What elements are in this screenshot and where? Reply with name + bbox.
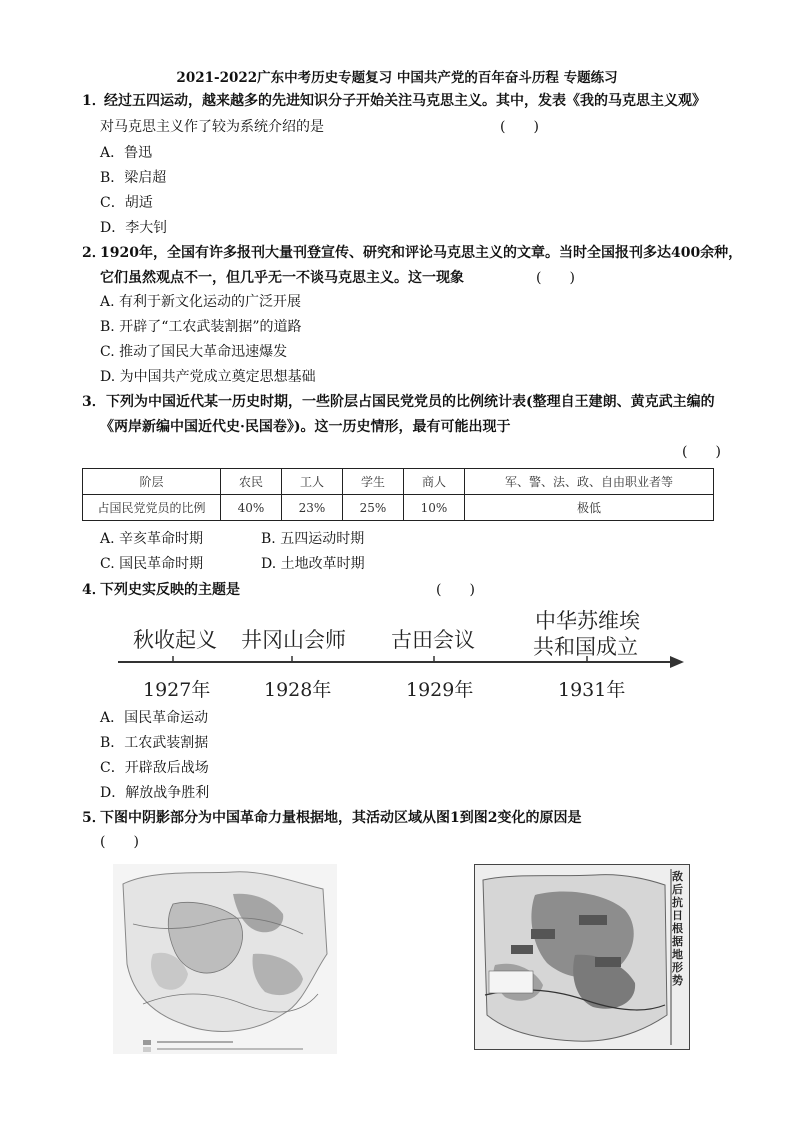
table-header-cell: 工人 xyxy=(282,469,343,495)
table-header-cell: 学生 xyxy=(343,469,404,495)
question-number: 4． xyxy=(82,582,106,598)
table-header-cell: 军、警、法、政、自由职业者等 xyxy=(465,469,714,495)
option-a: A．国民革命运动 xyxy=(100,710,209,726)
table-cell: 40% xyxy=(221,495,282,521)
answer-blank: ( ) xyxy=(500,119,539,135)
answer-blank: ( ) xyxy=(100,834,139,850)
timeline-event: 古田会议 xyxy=(391,628,475,652)
timeline-year: 1928年 xyxy=(264,679,332,701)
option-c: C．开辟敌后战场 xyxy=(100,760,209,776)
question-text: 下列为中国近代某一历史时期，一些阶层占国民党党员的比例统计表(整理自王建朗、黄克武主编的 xyxy=(106,394,715,410)
question-number: 2． xyxy=(82,245,106,261)
timeline-year: 1929年 xyxy=(406,679,474,701)
table-cell: 极低 xyxy=(465,495,714,521)
option-c: C. 国民革命时期 xyxy=(100,556,204,572)
timeline-event: 中华苏维埃 xyxy=(535,609,640,633)
option-c: C. 推动了国民大革命迅速爆发 xyxy=(100,344,288,360)
statistics-table xyxy=(82,468,714,521)
option-c: C．胡适 xyxy=(100,195,153,211)
table-cell: 23% xyxy=(282,495,343,521)
option-b: B．梁启超 xyxy=(100,170,167,186)
page-title: 2021-2022广东中考历史专题复习 中国共产党的百年奋斗历程 专题练习 xyxy=(176,70,618,86)
table-header-row xyxy=(83,469,714,495)
table-header-cell: 商人 xyxy=(404,469,465,495)
option-a: A. 有利于新文化运动的广泛开展 xyxy=(100,294,302,310)
question-text: 1920年，全国有许多报刊大量刊登宣传、研究和评论马克思主义的文章。当时全国报刊多达400余种， xyxy=(100,245,743,261)
map-figure-1 xyxy=(113,864,337,1054)
question-text: 下图中阴影部分为中国革命力量根据地，其活动区域从图1到图2变化的原因是 xyxy=(100,810,582,826)
option-b: B．工农武装割据 xyxy=(100,735,209,751)
table-cell: 25% xyxy=(343,495,404,521)
answer-blank: ( ) xyxy=(536,270,575,286)
question-text: 对马克思主义作了较为系统介绍的是 xyxy=(100,119,324,135)
timeline-event: 共和国成立 xyxy=(533,635,638,659)
question-number: 5． xyxy=(82,810,106,826)
timeline-year: 1931年 xyxy=(558,679,626,701)
question-text: 下列史实反映的主题是 xyxy=(100,582,240,598)
timeline-event: 井冈山会师 xyxy=(241,628,346,652)
question-text: 《两岸新编中国近代史·民国卷》)。这一历史情形，最有可能出现于 xyxy=(100,419,511,435)
timeline-event: 秋收起义 xyxy=(133,628,217,652)
timeline-year: 1927年 xyxy=(143,679,211,701)
map-figure-2 xyxy=(474,864,690,1050)
answer-blank: ( ) xyxy=(436,582,475,598)
question-text: 经过五四运动，越来越多的先进知识分子开始关注马克思主义。其中，发表《我的马克思主义观》 xyxy=(104,93,706,109)
option-d: D．解放战争胜利 xyxy=(100,785,210,801)
table-header-cell: 阶层 xyxy=(83,469,221,495)
option-b: B. 五四运动时期 xyxy=(261,531,365,547)
option-d: D. 为中国共产党成立奠定思想基础 xyxy=(100,369,316,385)
question-number: 1． xyxy=(82,93,106,109)
question-number: 3． xyxy=(82,394,106,410)
option-a: A．鲁迅 xyxy=(100,145,153,161)
option-d: D．李大钊 xyxy=(100,220,168,236)
answer-blank: ( ) xyxy=(682,444,721,460)
table-row xyxy=(83,495,714,521)
option-a: A. 辛亥革命时期 xyxy=(100,531,204,547)
table-header-cell: 农民 xyxy=(221,469,282,495)
option-b: B. 开辟了“工农武装割据”的道路 xyxy=(100,319,302,335)
map-2-caption: 敌后抗日根据地形势 xyxy=(672,870,683,987)
table-cell: 10% xyxy=(404,495,465,521)
table-cell: 占国民党党员的比例 xyxy=(83,495,221,521)
question-text: 它们虽然观点不一，但几乎无一不谈马克思主义。这一现象 xyxy=(100,270,464,286)
option-d: D. 土地改革时期 xyxy=(261,556,365,572)
